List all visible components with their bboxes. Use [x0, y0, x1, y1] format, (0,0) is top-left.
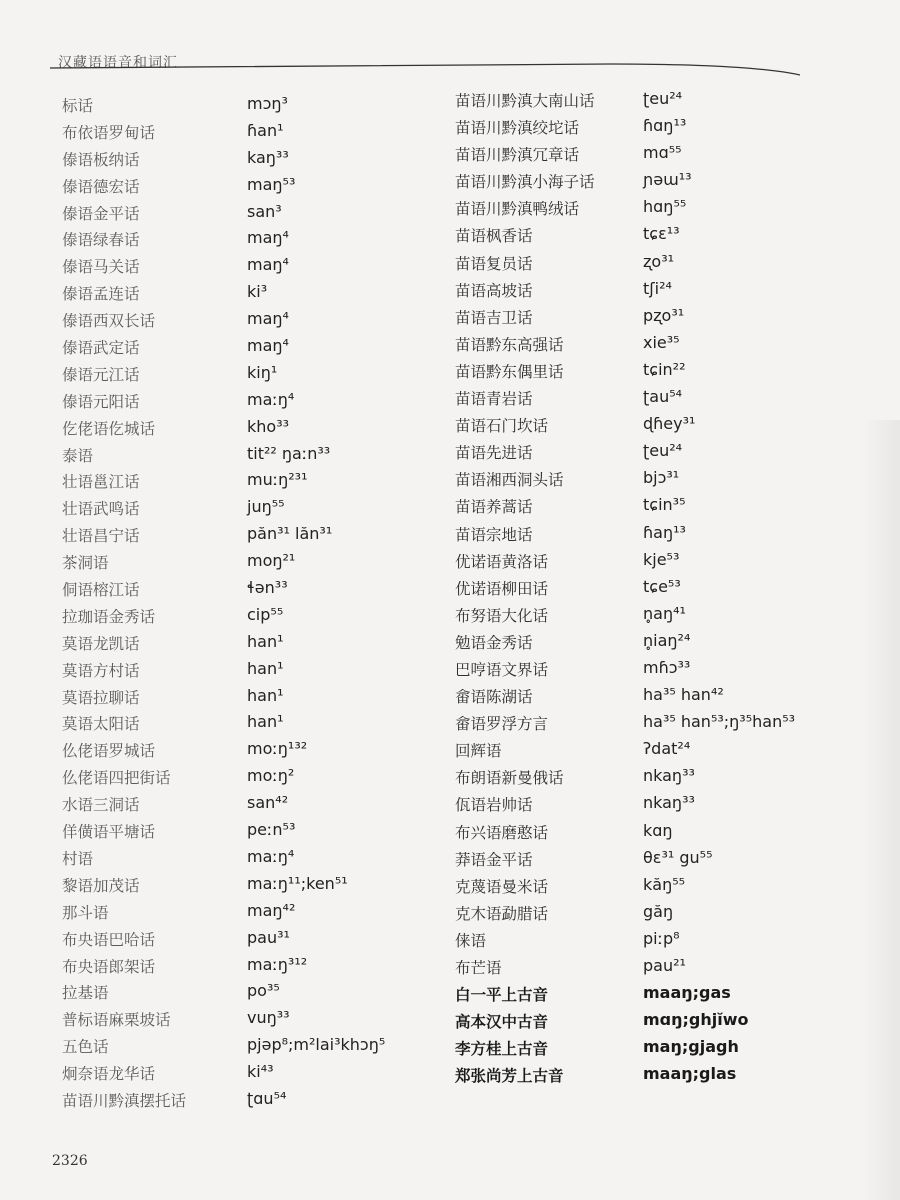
language-name: 苗语宗地话: [455, 525, 533, 544]
running-header-title: 汉藏语语音和词汇: [58, 55, 178, 71]
language-name: 壮语武鸣话: [62, 500, 140, 519]
entry-row: [62, 255, 432, 282]
language-name: 标话: [62, 97, 94, 115]
pronunciation: ɖɦey³¹: [643, 414, 696, 434]
entry-row: [455, 468, 855, 495]
entry-row: [62, 228, 432, 255]
pronunciation: maŋ;gjagh: [643, 1037, 739, 1057]
pronunciation: mɑŋ;ghjĭwo: [643, 1010, 749, 1030]
pronunciation: maːŋ⁴: [247, 389, 295, 409]
page-number: 2326: [52, 1153, 88, 1169]
entry-row: [62, 739, 432, 766]
language-name: 村语: [62, 849, 94, 868]
language-name: 普标语麻栗坡话: [62, 1011, 171, 1030]
pronunciation: maaŋ;gas: [643, 983, 731, 1003]
entry-row: [62, 981, 432, 1008]
entry-row: [62, 847, 432, 874]
pronunciation: han¹: [247, 712, 284, 732]
language-name: 优诺语柳田话: [455, 579, 549, 598]
entry-row: [62, 659, 432, 686]
pronunciation: kăŋ⁵⁵: [643, 874, 686, 894]
pronunciation: ʔdat²⁴: [643, 739, 691, 759]
pronunciation: xie³⁵: [643, 332, 680, 352]
pronunciation: θɛ³¹ gu⁵⁵: [643, 847, 713, 867]
language-name: 傣语武定话: [62, 339, 140, 358]
entry-row: [62, 470, 432, 497]
language-name: 勉语金秀话: [455, 633, 533, 652]
pronunciation: pʐo³¹: [643, 305, 685, 325]
entry-row: [455, 658, 855, 685]
entry-row: [455, 360, 855, 387]
pronunciation: ɦan¹: [247, 120, 284, 140]
pronunciation: kje⁵³: [643, 549, 680, 569]
language-name: 畲语陈湖话: [455, 688, 533, 707]
pronunciation: tɕin²²: [643, 359, 686, 379]
language-name: 布央语巴哈话: [62, 930, 156, 949]
pronunciation: hɑŋ⁵⁵: [643, 197, 687, 217]
pronunciation: ɦɑŋ¹³: [643, 116, 687, 136]
language-name: 侗语榕江话: [62, 581, 140, 600]
language-name: 布央语郎架话: [62, 957, 156, 976]
entry-row: [62, 202, 432, 229]
entry-row: [455, 414, 855, 441]
language-name: 布兴语磨憨话: [455, 823, 549, 842]
language-name: 畲语罗浮方言: [455, 715, 549, 734]
entry-row: [455, 1064, 855, 1091]
entry-row: [455, 929, 855, 956]
entry-row: [455, 821, 855, 848]
entry-row: [62, 1089, 432, 1116]
pronunciation: mɑ⁵⁵: [643, 143, 682, 163]
entry-row: [62, 444, 432, 471]
entry-row: [62, 928, 432, 955]
entry-row: [455, 441, 855, 468]
pronunciation: tʃi²⁴: [643, 278, 672, 298]
pronunciation: maŋ⁴: [247, 228, 289, 248]
language-name: 仫佬语罗城话: [62, 742, 156, 761]
pronunciation: maːŋ¹¹;ken⁵¹: [247, 873, 348, 893]
pronunciation: kɑŋ: [643, 820, 673, 840]
entry-row: [455, 550, 855, 577]
language-name: 黎语加茂话: [62, 876, 140, 895]
pronunciation: ʈeu²⁴: [643, 441, 683, 461]
entry-row: [62, 175, 432, 202]
pronunciation: tɕɛ¹³: [643, 224, 680, 244]
pronunciation: moːŋ²: [247, 766, 295, 786]
entry-row: [62, 1008, 432, 1035]
entry-row: [62, 1062, 432, 1089]
left-column: [62, 94, 432, 1116]
entry-row: [62, 94, 432, 121]
entry-row: [455, 1010, 855, 1037]
language-name: 苗语黔东高强话: [455, 335, 564, 354]
language-name: 苗语川黔滇小海子话: [455, 173, 595, 192]
entry-row: [62, 1035, 432, 1062]
entry-row: [62, 578, 432, 605]
language-name: 李方桂上古音: [455, 1040, 549, 1059]
language-name: 白一平上古音: [455, 986, 549, 1005]
language-name: 巴哼语文界话: [455, 660, 549, 679]
language-name: 拉基语: [62, 984, 109, 1003]
pronunciation: peːn⁵³: [247, 820, 296, 840]
pronunciation: po³⁵: [247, 981, 280, 1001]
language-name: 炯奈语龙华话: [62, 1065, 156, 1084]
entry-row: [455, 252, 855, 279]
pronunciation: han¹: [247, 658, 284, 678]
language-name: 郑张尚芳上古音: [455, 1067, 564, 1086]
language-name: 傣语绿春话: [62, 231, 140, 250]
language-name: 苗语高坡话: [455, 281, 533, 300]
language-name: 克蔑语曼米话: [455, 877, 549, 896]
language-name: 克木语勐腊话: [455, 904, 549, 923]
entry-row: [455, 956, 855, 983]
entry-row: [62, 686, 432, 713]
entry-row: [62, 766, 432, 793]
language-name: 布芒语: [455, 959, 502, 977]
entry-row: [455, 766, 855, 793]
right-column: [455, 89, 855, 1091]
entry-row: [62, 712, 432, 739]
language-name: 莫语拉聊话: [62, 688, 140, 707]
pronunciation: san⁴²: [247, 793, 289, 813]
pronunciation: ki⁴³: [247, 1062, 274, 1082]
page-edge-shadow: [862, 420, 900, 1200]
pronunciation: tɕe⁵³: [643, 576, 681, 596]
entry-row: [62, 336, 432, 363]
pronunciation: kiŋ¹: [247, 362, 278, 382]
pronunciation: bjɔ³¹: [643, 468, 680, 488]
entry-row: [62, 551, 432, 578]
pronunciation: kaŋ³³: [247, 147, 289, 167]
language-name: 苗语川黔滇大南山话: [455, 92, 595, 110]
pronunciation: juŋ⁵⁵: [247, 497, 285, 517]
pronunciation: han¹: [247, 685, 284, 705]
entry-row: [455, 712, 855, 739]
entry-row: [455, 631, 855, 658]
pronunciation: ki³: [247, 282, 268, 302]
language-name: 傣语西双长话: [62, 312, 156, 331]
pronunciation: moːŋ¹³²: [247, 739, 308, 759]
pronunciation: maaŋ;glas: [643, 1064, 737, 1084]
language-name: 苗语枫香话: [455, 227, 533, 246]
pronunciation: nkaŋ³³: [643, 793, 695, 813]
pronunciation: nkaŋ³³: [643, 766, 695, 786]
language-name: 茶洞语: [62, 554, 109, 573]
language-name: 佤语岩帅话: [455, 796, 533, 815]
language-name: 布依语罗甸话: [62, 123, 156, 142]
entry-row: [62, 121, 432, 148]
language-name: 苗语石门坎话: [455, 417, 549, 436]
pronunciation: vuŋ³³: [247, 1008, 290, 1028]
entry-row: [62, 955, 432, 982]
pronunciation: maŋ⁴: [247, 255, 289, 275]
language-name: 傣语元江话: [62, 365, 140, 384]
entry-row: [455, 577, 855, 604]
pronunciation: păn³¹ lăn³¹: [247, 524, 333, 544]
pronunciation: pau²¹: [643, 956, 686, 975]
entry-row: [455, 387, 855, 414]
language-name: 苗语川黔滇绞坨话: [455, 119, 580, 138]
entry-row: [62, 605, 432, 632]
pronunciation: ɲəɯ¹³: [643, 170, 692, 190]
entry-row: [455, 523, 855, 550]
language-name: 布朗语新曼俄话: [455, 769, 564, 788]
language-name: 仡佬语仡城话: [62, 419, 156, 438]
entry-row: [455, 739, 855, 766]
pronunciation: san³: [247, 201, 282, 221]
pronunciation: ʈeu²⁴: [643, 89, 683, 108]
entry-row: [62, 282, 432, 309]
language-name: 苗语养蒿话: [455, 498, 533, 517]
language-name: 拉珈语金秀话: [62, 607, 156, 626]
language-name: 壮语邕江话: [62, 473, 140, 492]
language-name: 水语三洞话: [62, 796, 140, 815]
pronunciation: piːp⁸: [643, 928, 680, 948]
entry-row: [455, 333, 855, 360]
entry-row: [62, 820, 432, 847]
entry-row: [455, 848, 855, 875]
language-name: 优诺语黄洛话: [455, 552, 549, 571]
pronunciation: ɦaŋ¹³: [643, 522, 686, 542]
language-name: 苗语吉卫话: [455, 308, 533, 327]
pronunciation: ʈau⁵⁴: [643, 387, 683, 407]
pronunciation: maŋ⁵³: [247, 174, 296, 194]
language-name: 那斗语: [62, 903, 109, 922]
language-name: 莫语方村话: [62, 661, 140, 680]
entry-row: [62, 417, 432, 444]
entry-row: [62, 793, 432, 820]
entry-row: [62, 390, 432, 417]
pronunciation: tit²² ŋaːn³³: [247, 443, 331, 463]
entry-row: [455, 902, 855, 929]
language-name: 苗语川黔滇摆托话: [62, 1091, 187, 1110]
language-name: 傣语元阳话: [62, 392, 140, 411]
entry-row: [455, 604, 855, 631]
pronunciation: ha³⁵ han⁴²: [643, 685, 724, 705]
entry-row: [62, 524, 432, 551]
language-name: 苗语先进话: [455, 444, 533, 463]
entry-row: [455, 306, 855, 333]
pronunciation: maŋ⁴: [247, 309, 289, 329]
entry-row: [62, 901, 432, 928]
entry-row: [62, 874, 432, 901]
entry-row: [455, 495, 855, 522]
language-name: 仫佬语四把街话: [62, 769, 171, 788]
pronunciation: ɬən³³: [247, 578, 288, 598]
language-name: 苗语川黔滇冗章话: [455, 146, 580, 165]
pronunciation: mɦɔ³³: [643, 657, 691, 677]
language-name: 苗语复员话: [455, 254, 533, 273]
pronunciation: pjəp⁸;m²lai³khɔŋ⁵: [247, 1035, 386, 1055]
language-name: 回辉语: [455, 742, 502, 761]
pronunciation: maːŋ³¹²: [247, 954, 308, 974]
pronunciation: pau³¹: [247, 927, 290, 947]
language-name: 傣语金平话: [62, 204, 140, 223]
entry-row: [62, 363, 432, 390]
language-name: 莫语太阳话: [62, 715, 140, 734]
language-name: 莫语龙凯话: [62, 634, 140, 653]
language-name: 傣语板纳话: [62, 150, 140, 169]
language-name: 俫语: [455, 931, 487, 950]
language-name: 苗语青岩话: [455, 390, 533, 409]
entry-row: [62, 148, 432, 175]
pronunciation: kho³³: [247, 416, 290, 436]
pronunciation: maːŋ⁴: [247, 846, 295, 866]
pronunciation: tɕin³⁵: [643, 495, 686, 515]
pronunciation: maŋ⁴: [247, 336, 289, 356]
pronunciation: mɔŋ³: [247, 94, 288, 113]
pronunciation: cip⁵⁵: [247, 604, 284, 624]
header-rule: [50, 62, 800, 78]
entry-row: [455, 685, 855, 712]
language-name: 佯僙语平塘话: [62, 823, 156, 842]
pronunciation: maŋ⁴²: [247, 900, 296, 920]
language-name: 苗语川黔滇鸭绒话: [455, 200, 580, 219]
entry-row: [455, 197, 855, 224]
pronunciation: ʈɑu⁵⁴: [247, 1088, 287, 1108]
pronunciation: n̥aŋ⁴¹: [643, 603, 686, 623]
entry-row: [455, 983, 855, 1010]
pronunciation: n̥iaŋ²⁴: [643, 630, 691, 650]
entry-row: [455, 793, 855, 820]
entry-row: [455, 875, 855, 902]
pronunciation: moŋ²¹: [247, 551, 296, 571]
pronunciation: han¹: [247, 631, 284, 651]
entry-row: [62, 309, 432, 336]
language-name: 傣语德宏话: [62, 177, 140, 196]
pronunciation: găŋ: [643, 901, 674, 921]
pronunciation: ha³⁵ han⁵³;ŋ³⁵han⁵³: [643, 712, 796, 732]
language-name: 布努语大化话: [455, 606, 549, 625]
entry-row: [455, 116, 855, 143]
language-name: 五色话: [62, 1038, 109, 1057]
entry-row: [455, 143, 855, 170]
entry-row: [455, 170, 855, 197]
entry-row: [62, 497, 432, 524]
entry-row: [455, 1037, 855, 1064]
pronunciation: ʐo³¹: [643, 251, 675, 271]
entry-row: [455, 279, 855, 306]
language-name: 泰语: [62, 446, 94, 465]
language-name: 苗语黔东偶里话: [455, 362, 564, 381]
language-name: 傣语孟连话: [62, 285, 140, 304]
language-name: 傣语马关话: [62, 258, 140, 277]
language-name: 壮语昌宁话: [62, 527, 140, 546]
language-name: 高本汉中古音: [455, 1013, 549, 1032]
entry-row: [455, 89, 855, 116]
language-name: 莽语金平话: [455, 850, 533, 869]
language-name: 苗语湘西洞头话: [455, 471, 564, 490]
entry-row: [62, 632, 432, 659]
pronunciation: muːŋ²³¹: [247, 470, 308, 490]
entry-row: [455, 224, 855, 251]
